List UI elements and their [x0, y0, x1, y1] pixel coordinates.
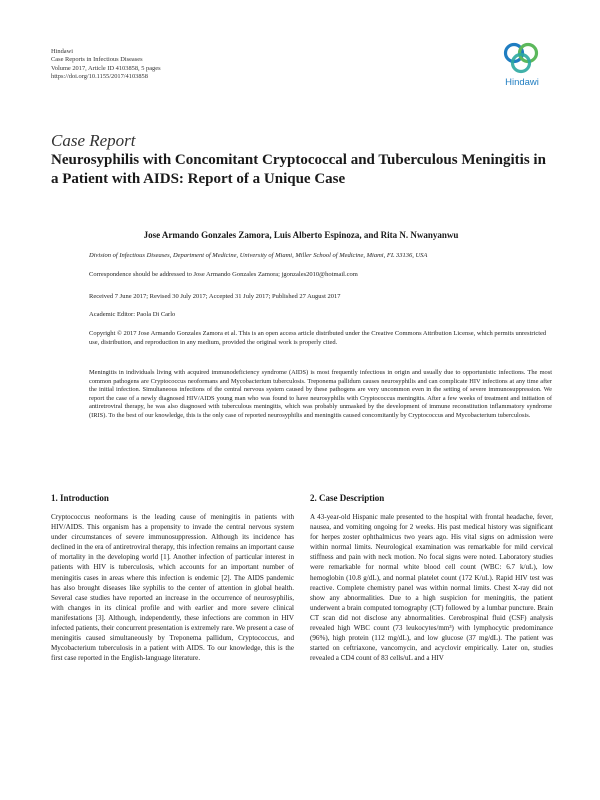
- hindawi-rings-icon: [502, 38, 542, 76]
- journal-volume: Volume 2017, Article ID 4103858, 5 pages: [51, 64, 161, 72]
- case-description-text: A 43-year-old Hispanic male presented to the hospital with frontal headache, fever, nausea, and vomiting ongoing for 2 weeks. His past medical history was significant for herpes zoster ophthalmicus two years ago. His vital signs on admission were within normal limits. Neurological examination was remarkable for mild cervical stiffness and pain with neck motion. No focal signs were noted. Laboratory studies were remarkable for normal white blood cell count (WBC: 6.7 k/uL), low hemoglobin (10.8 g/dL), and normal platelet count (172 K/uL). Rapid HIV test was reactive. Complete chemistry panel was within normal limits. Chest X-ray did not show any abnormalities. Due to a high suspicion for meningitis, the patient underwent a brain computed tomography (CT) followed by a lumbar puncture. Brain CT scan did not disclose any abnormalities. Cerebrospinal fluid (CSF) analysis revealed high WBC count (73 leukocytes/mm³) with lymphocytic predominance (96%), high protein (112 mg/dL), and low glucose (37 mg/dL). The patient was started on ceftriaxone, vancomycin, and acyclovir empirically. Later on, studies revealed a CD4 count of 83 cells/uL and a HIV: [310, 513, 553, 663]
- author-affiliation: Division of Infectious Diseases, Department of Medicine, University of Miami, Miller School of Medicine, Miami, FL 33136, USA: [89, 252, 428, 259]
- academic-editor: Academic Editor: Paola Di Carlo: [89, 311, 176, 318]
- logo-wordmark: Hindawi: [505, 77, 539, 88]
- publisher-name: Hindawi: [51, 48, 74, 55]
- journal-header: [51, 48, 161, 82]
- correspondence: Correspondence should be addressed to Jose Armando Gonzales Zamora; jgonzales2010@hotmail.com: [89, 271, 358, 278]
- introduction-column: [51, 492, 294, 663]
- journal-name: Case Reports in Infectious Diseases: [51, 56, 143, 64]
- article-title: Neurosyphilis with Concomitant Cryptococcal and Tuberculous Meningitis in a Patient with AIDS: Report of a Unique Case: [51, 152, 546, 187]
- abstract: Meningitis in individuals living with acquired immunodeficiency syndrome (AIDS) is most frequently infectious in origin and usually due to opportunistic infections. The most common pathogens are Cryptococcus neoformans and Mycobacterium tuberculosis. Treponema pallidum causes neurosyphilis and can complicate HIV infections at any time after the initial infection. Simultaneous infections of the central nervous system caused by these pathogens are very uncommon even in the setting of severe immunosuppression. We report the case of a newly diagnosed HIV/AIDS young man who was found to have neurosyphilis with Cryptococcus meningitis. After a few weeks of treatment and initiation of antiretroviral therapy, he was also diagnosed with tuberculous meningitis, which was probably unmasked by the development of immune reconstitution inflammatory syndrome (IRIS). To the best of our knowledge, this is the only case of reported neurosyphilis and meningitis caused concomitantly by Cryptococcus and Mycobacterium tuberculosis.: [89, 369, 552, 419]
- copyright-notice: Copyright © 2017 Jose Armando Gonzales Zamora et al. This is an open access article distributed under the Creative Commons Attribution License, which permits unrestricted use, distribution, and reproduction in any medium, provided the original work is properly cited.: [89, 330, 547, 347]
- article-type: Case Report: [51, 131, 136, 150]
- journal-doi[interactable]: https://doi.org/10.1155/2017/4103858: [51, 73, 148, 81]
- introduction-text: Cryptococcus neoformans is the leading cause of meningitis in patients with HIV/AIDS. This organism has a propensity to invade the central nervous system under circumstances of severe immunosuppression. Although its incidence has declined in the era of antiretroviral therapy, this infection remains an important cause of mortality in the developing world [1]. Another infection of particular interest in patients with HIV is tuberculosis, which accounts for an important number of meningitis cases in areas where this infection is endemic [2]. The AIDS pandemic has also brought diseases like syphilis to the center of attention in global health. Several case studies have reported an increase in the occurrence of neurosyphilis, with changes in its clinical profile and with earlier and more severe clinical manifestations [3]. Although, independently, these infections are common in HIV infected patients, their concurrent presentation is extremely rare. We present a case of meningitis caused simultaneously by Treponema pallidum, Cryptococcus, and Mycobacterium tuberculosis in a patient with AIDS. To our knowledge, this is the first case reported in the English-language literature.: [51, 513, 294, 663]
- article-authors: Jose Armando Gonzales Zamora, Luis Alberto Espinoza, and Rita N. Nwanyanwu: [143, 230, 459, 240]
- publication-dates: Received 7 June 2017; Revised 30 July 2017; Accepted 31 July 2017; Published 27 August 2017: [89, 293, 341, 300]
- case-description-column: [310, 492, 553, 663]
- section-heading: 2. Case Description: [310, 493, 385, 503]
- hindawi-logo: [497, 38, 547, 88]
- section-heading: 1. Introduction: [51, 493, 109, 503]
